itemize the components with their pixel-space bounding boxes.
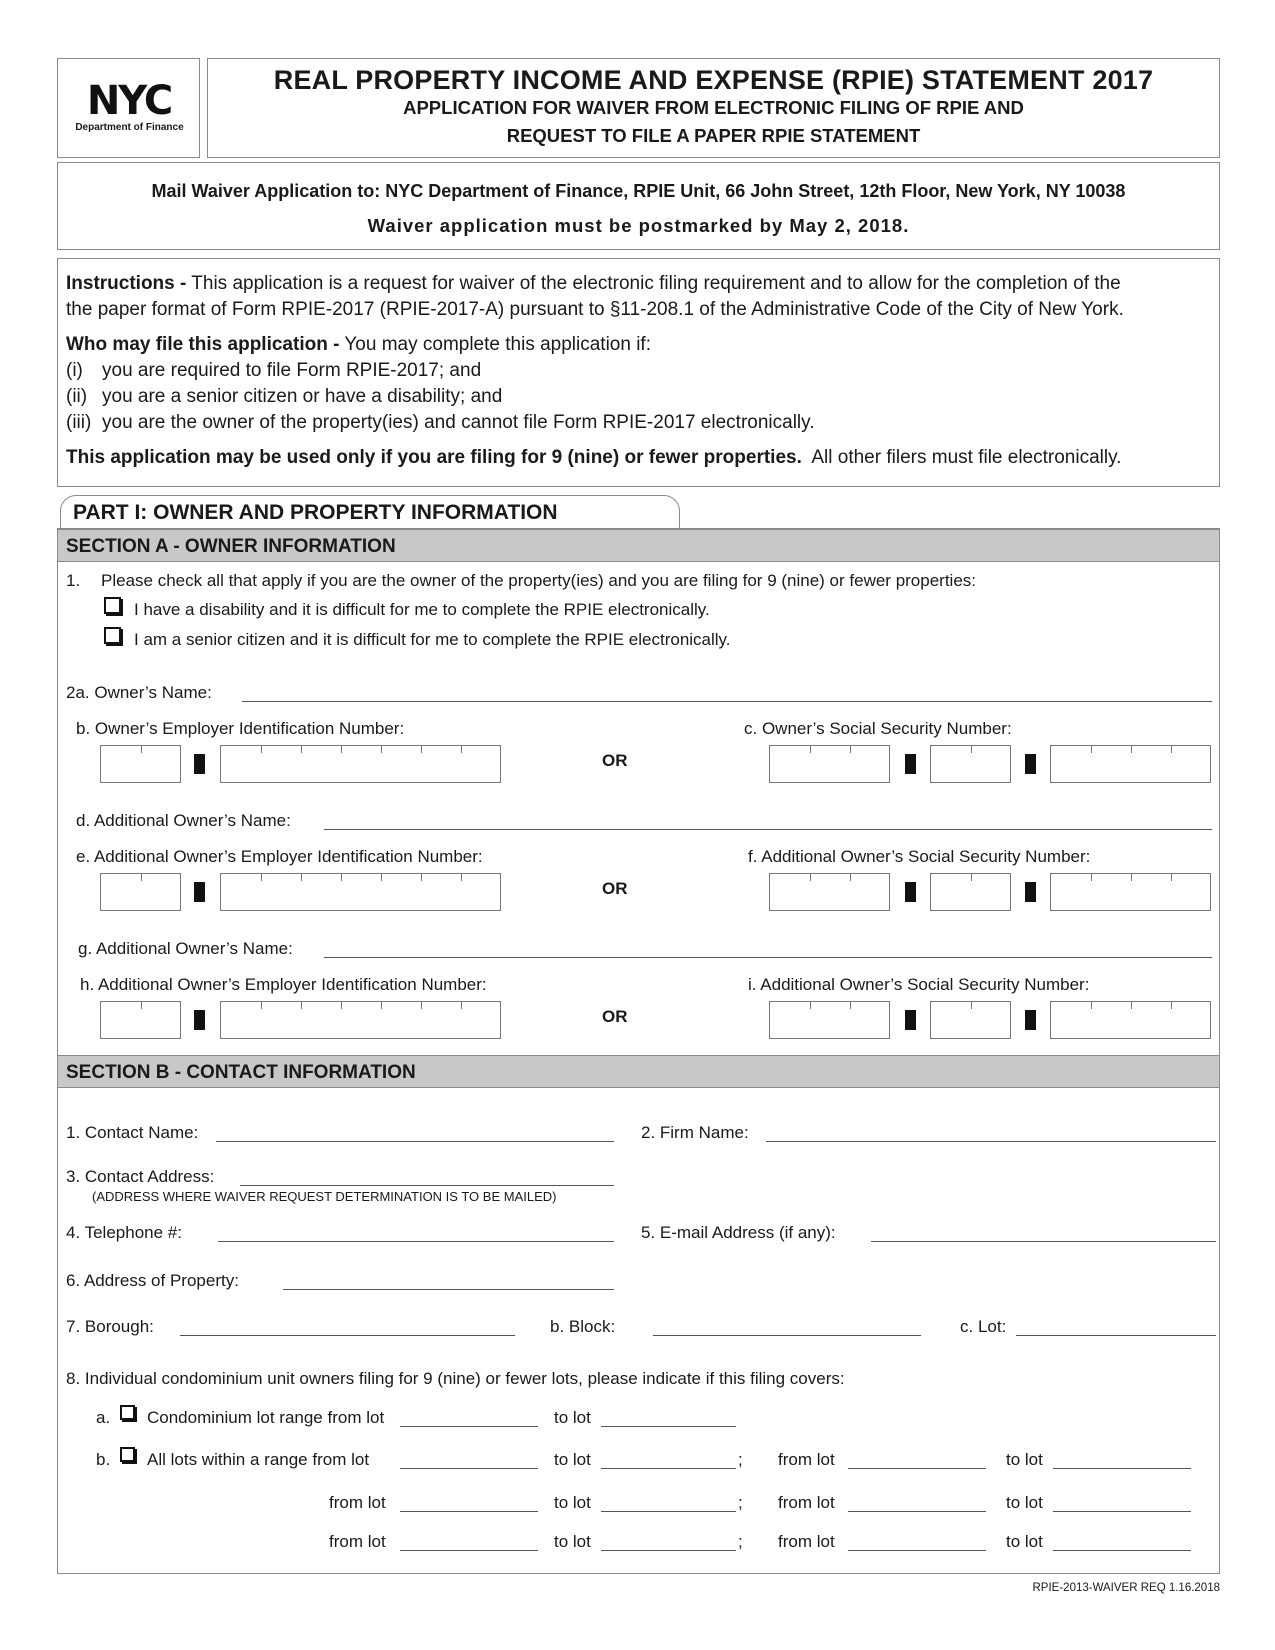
ssn-serial-field-c[interactable] (1050, 745, 1211, 783)
condition-ii: (ii) you are a senior citizen or have a disability; and (66, 386, 503, 407)
separator-block (905, 882, 916, 902)
to-lot-label: to lot (1006, 1493, 1043, 1512)
contact-address-label: 3. Contact Address: (66, 1167, 215, 1186)
address-note: (ADDRESS WHERE WAIVER REQUEST DETERMINATION IS TO BE MAILED) (92, 1189, 557, 1204)
property-address-label: 6. Address of Property: (66, 1271, 239, 1290)
condo-range-checkbox[interactable] (120, 1405, 135, 1420)
section-a-bar (58, 529, 1219, 562)
subtitle-line1: APPLICATION FOR WAIVER FROM ELECTRONIC FILING OF RPIE AND (403, 97, 1024, 118)
ssn-group-field-f[interactable] (930, 873, 1011, 911)
range6-to-lot-field[interactable] (1053, 1550, 1191, 1551)
subtitle-line2: REQUEST TO FILE A PAPER RPIE STATEMENT (506, 125, 921, 146)
ssn-group-field-c[interactable] (930, 745, 1011, 783)
ssn-serial-field-i[interactable] (1050, 1001, 1211, 1039)
range3-from-lot-field[interactable] (400, 1511, 538, 1512)
additional-owner-label-d: d. Additional Owner’s Name: (76, 811, 291, 830)
ein-suffix-field-b[interactable] (220, 745, 501, 783)
ssn-label-f: f. Additional Owner’s Social Security Number: (748, 847, 1091, 866)
part1-box (57, 528, 1220, 1574)
property-address-field[interactable] (283, 1289, 614, 1290)
condo-range-label: Condominium lot range from lot (147, 1408, 385, 1427)
additional-owner-label-g: g. Additional Owner’s Name: (78, 939, 293, 958)
filing-limit-bold: This application may be used only if you are filing for 9 (nine) or fewer properties. (66, 447, 802, 468)
separator-block (194, 1010, 205, 1030)
instructions-box (57, 258, 1220, 487)
senior-checkbox[interactable] (104, 627, 121, 644)
who-heading: Who may file this application - (66, 334, 340, 355)
option-b-letter: b. (96, 1450, 111, 1469)
title-box (207, 58, 1220, 158)
section-b-bar (58, 1055, 1219, 1088)
ein-suffix-field-h[interactable] (220, 1001, 501, 1039)
condition-iii: (iii) you are the owner of the property(ies) and cannot file Form RPIE-2017 electronically. (66, 412, 815, 433)
block-field[interactable] (653, 1335, 921, 1336)
firm-name-field[interactable] (766, 1141, 1216, 1142)
range5-from-lot-field[interactable] (400, 1550, 538, 1551)
owner-name-field[interactable] (242, 701, 1212, 702)
block-label: b. Block: (550, 1317, 616, 1336)
separator-block (194, 882, 205, 902)
separator-block (1025, 754, 1036, 774)
condition-i: (i) you are required to file Form RPIE-2017; and (66, 360, 482, 381)
owner-name-label: 2a. Owner’s Name: (66, 683, 212, 702)
ein-prefix-field-b[interactable] (100, 745, 181, 783)
all-lots-label: All lots within a range from lot (147, 1450, 370, 1469)
section-a-title: SECTION A - OWNER INFORMATION (66, 536, 396, 557)
ssn-area-field-f[interactable] (769, 873, 890, 911)
to-lot-label: to lot (554, 1450, 591, 1469)
separator-block (1025, 1010, 1036, 1030)
to-lot-label: to lot (554, 1408, 591, 1427)
ein-suffix-field-e[interactable] (220, 873, 501, 911)
firm-name-label: 2. Firm Name: (641, 1123, 749, 1142)
q8-text: 8. Individual condominium unit owners filing for 9 (nine) or fewer lots, please indicate if this filing covers: (66, 1369, 845, 1388)
or-label-h: OR (602, 1007, 628, 1026)
separator-block (1025, 882, 1036, 902)
filing-limit (66, 447, 1121, 469)
ssn-area-field-c[interactable] (769, 745, 890, 783)
lot-label: c. Lot: (960, 1317, 1007, 1336)
contact-name-label: 1. Contact Name: (66, 1123, 199, 1142)
condo-to-lot-field[interactable] (601, 1426, 736, 1427)
lot-field[interactable] (1016, 1335, 1216, 1336)
email-label: 5. E-mail Address (if any): (641, 1223, 836, 1242)
or-label-b: OR (602, 751, 628, 770)
who-text: You may complete this application if: (344, 334, 651, 355)
ssn-group-field-i[interactable] (930, 1001, 1011, 1039)
to-lot-label: to lot (554, 1532, 591, 1551)
mailing-address: Mail Waiver Application to: NYC Department of Finance, RPIE Unit, 66 John Street, 12th Floor, New York, NY 10038 (151, 181, 1126, 201)
instructions-heading: Instructions - (66, 273, 187, 294)
to-lot-label: to lot (554, 1493, 591, 1512)
telephone-label: 4. Telephone #: (66, 1223, 182, 1242)
additional-owner-field-g[interactable] (324, 957, 1212, 958)
logo-box (57, 58, 200, 158)
part1-title: PART I: OWNER AND PROPERTY INFORMATION (73, 501, 558, 524)
part1-tab (60, 495, 680, 529)
q1-text: Please check all that apply if you are the owner of the property(ies) and you are filing for 9 (nine) or fewer properties: (101, 571, 977, 590)
range4-from-lot-field[interactable] (848, 1511, 986, 1512)
ein-prefix-field-h[interactable] (100, 1001, 181, 1039)
borough-label: 7. Borough: (66, 1317, 154, 1336)
from-lot-label: from lot (778, 1450, 835, 1469)
q1-number: 1. (66, 571, 81, 590)
from-lot-label: from lot (778, 1532, 835, 1551)
from-lot-label: from lot (778, 1493, 835, 1512)
separator-block (905, 754, 916, 774)
or-label-e: OR (602, 879, 628, 898)
instructions-text2: the paper format of Form RPIE-2017 (RPIE-2017-A) pursuant to §11-208.1 of the Administrative Code of the City of New York. (66, 299, 1124, 320)
from-lot-label: from lot (329, 1493, 386, 1512)
telephone-field[interactable] (218, 1241, 614, 1242)
section-b-title: SECTION B - CONTACT INFORMATION (66, 1062, 416, 1083)
range1-to-lot-field[interactable] (601, 1468, 736, 1469)
contact-address-field[interactable] (240, 1185, 614, 1186)
range-separator: ; (738, 1493, 743, 1512)
range1-from-lot-field[interactable] (400, 1468, 538, 1469)
ein-label-b: b. Owner’s Employer Identification Number: (76, 719, 405, 738)
range-separator: ; (738, 1450, 743, 1469)
additional-owner-field-d[interactable] (324, 829, 1212, 830)
contact-name-field[interactable] (216, 1141, 614, 1142)
ssn-serial-field-f[interactable] (1050, 873, 1211, 911)
ssn-label-c: c. Owner’s Social Security Number: (744, 719, 1012, 738)
who-may-file (66, 334, 651, 356)
instructions-text1: This application is a request for waiver of the electronic filing requirement and to allow for the completion of the (191, 273, 1121, 294)
senior-label: I am a senior citizen and it is difficult for me to complete the RPIE electronically. (134, 630, 731, 649)
ein-prefix-field-e[interactable] (100, 873, 181, 911)
range2-from-lot-field[interactable] (848, 1468, 986, 1469)
postmark-deadline: Waiver application must be postmarked by May 2, 2018. (367, 215, 910, 236)
mailing-box (57, 162, 1220, 250)
range2-to-lot-field[interactable] (1053, 1468, 1191, 1469)
ein-label-e: e. Additional Owner’s Employer Identification Number: (76, 847, 483, 866)
separator-block (194, 754, 205, 774)
page-title: REAL PROPERTY INCOME AND EXPENSE (RPIE) STATEMENT 2017 (273, 65, 1154, 95)
range6-from-lot-field[interactable] (848, 1550, 986, 1551)
to-lot-label: to lot (1006, 1450, 1043, 1469)
filing-limit-rest: All other filers must file electronically. (811, 447, 1122, 468)
option-a-letter: a. (96, 1408, 111, 1427)
department-name: Department of Finance (75, 122, 184, 133)
all-lots-checkbox[interactable] (120, 1447, 135, 1462)
email-field[interactable] (871, 1241, 1216, 1242)
range-separator: ; (738, 1532, 743, 1551)
disability-checkbox[interactable] (104, 597, 121, 614)
range5-to-lot-field[interactable] (601, 1550, 736, 1551)
nyc-logo (72, 83, 186, 117)
instructions-line1 (66, 273, 1121, 295)
range4-to-lot-field[interactable] (1053, 1511, 1191, 1512)
svg-text:NYC: NYC (86, 83, 172, 117)
from-lot-label: from lot (329, 1532, 386, 1551)
ssn-area-field-i[interactable] (769, 1001, 890, 1039)
form-footer-code: RPIE-2013-WAIVER REQ 1.16.2018 (1032, 1582, 1220, 1594)
range3-to-lot-field[interactable] (601, 1511, 736, 1512)
to-lot-label: to lot (1006, 1532, 1043, 1551)
separator-block (905, 1010, 916, 1030)
disability-label: I have a disability and it is difficult for me to complete the RPIE electronically. (134, 600, 710, 619)
borough-field[interactable] (180, 1335, 515, 1336)
ein-label-h: h. Additional Owner’s Employer Identification Number: (80, 975, 487, 994)
ssn-label-i: i. Additional Owner’s Social Security Number: (748, 975, 1090, 994)
condo-from-lot-field[interactable] (400, 1426, 538, 1427)
